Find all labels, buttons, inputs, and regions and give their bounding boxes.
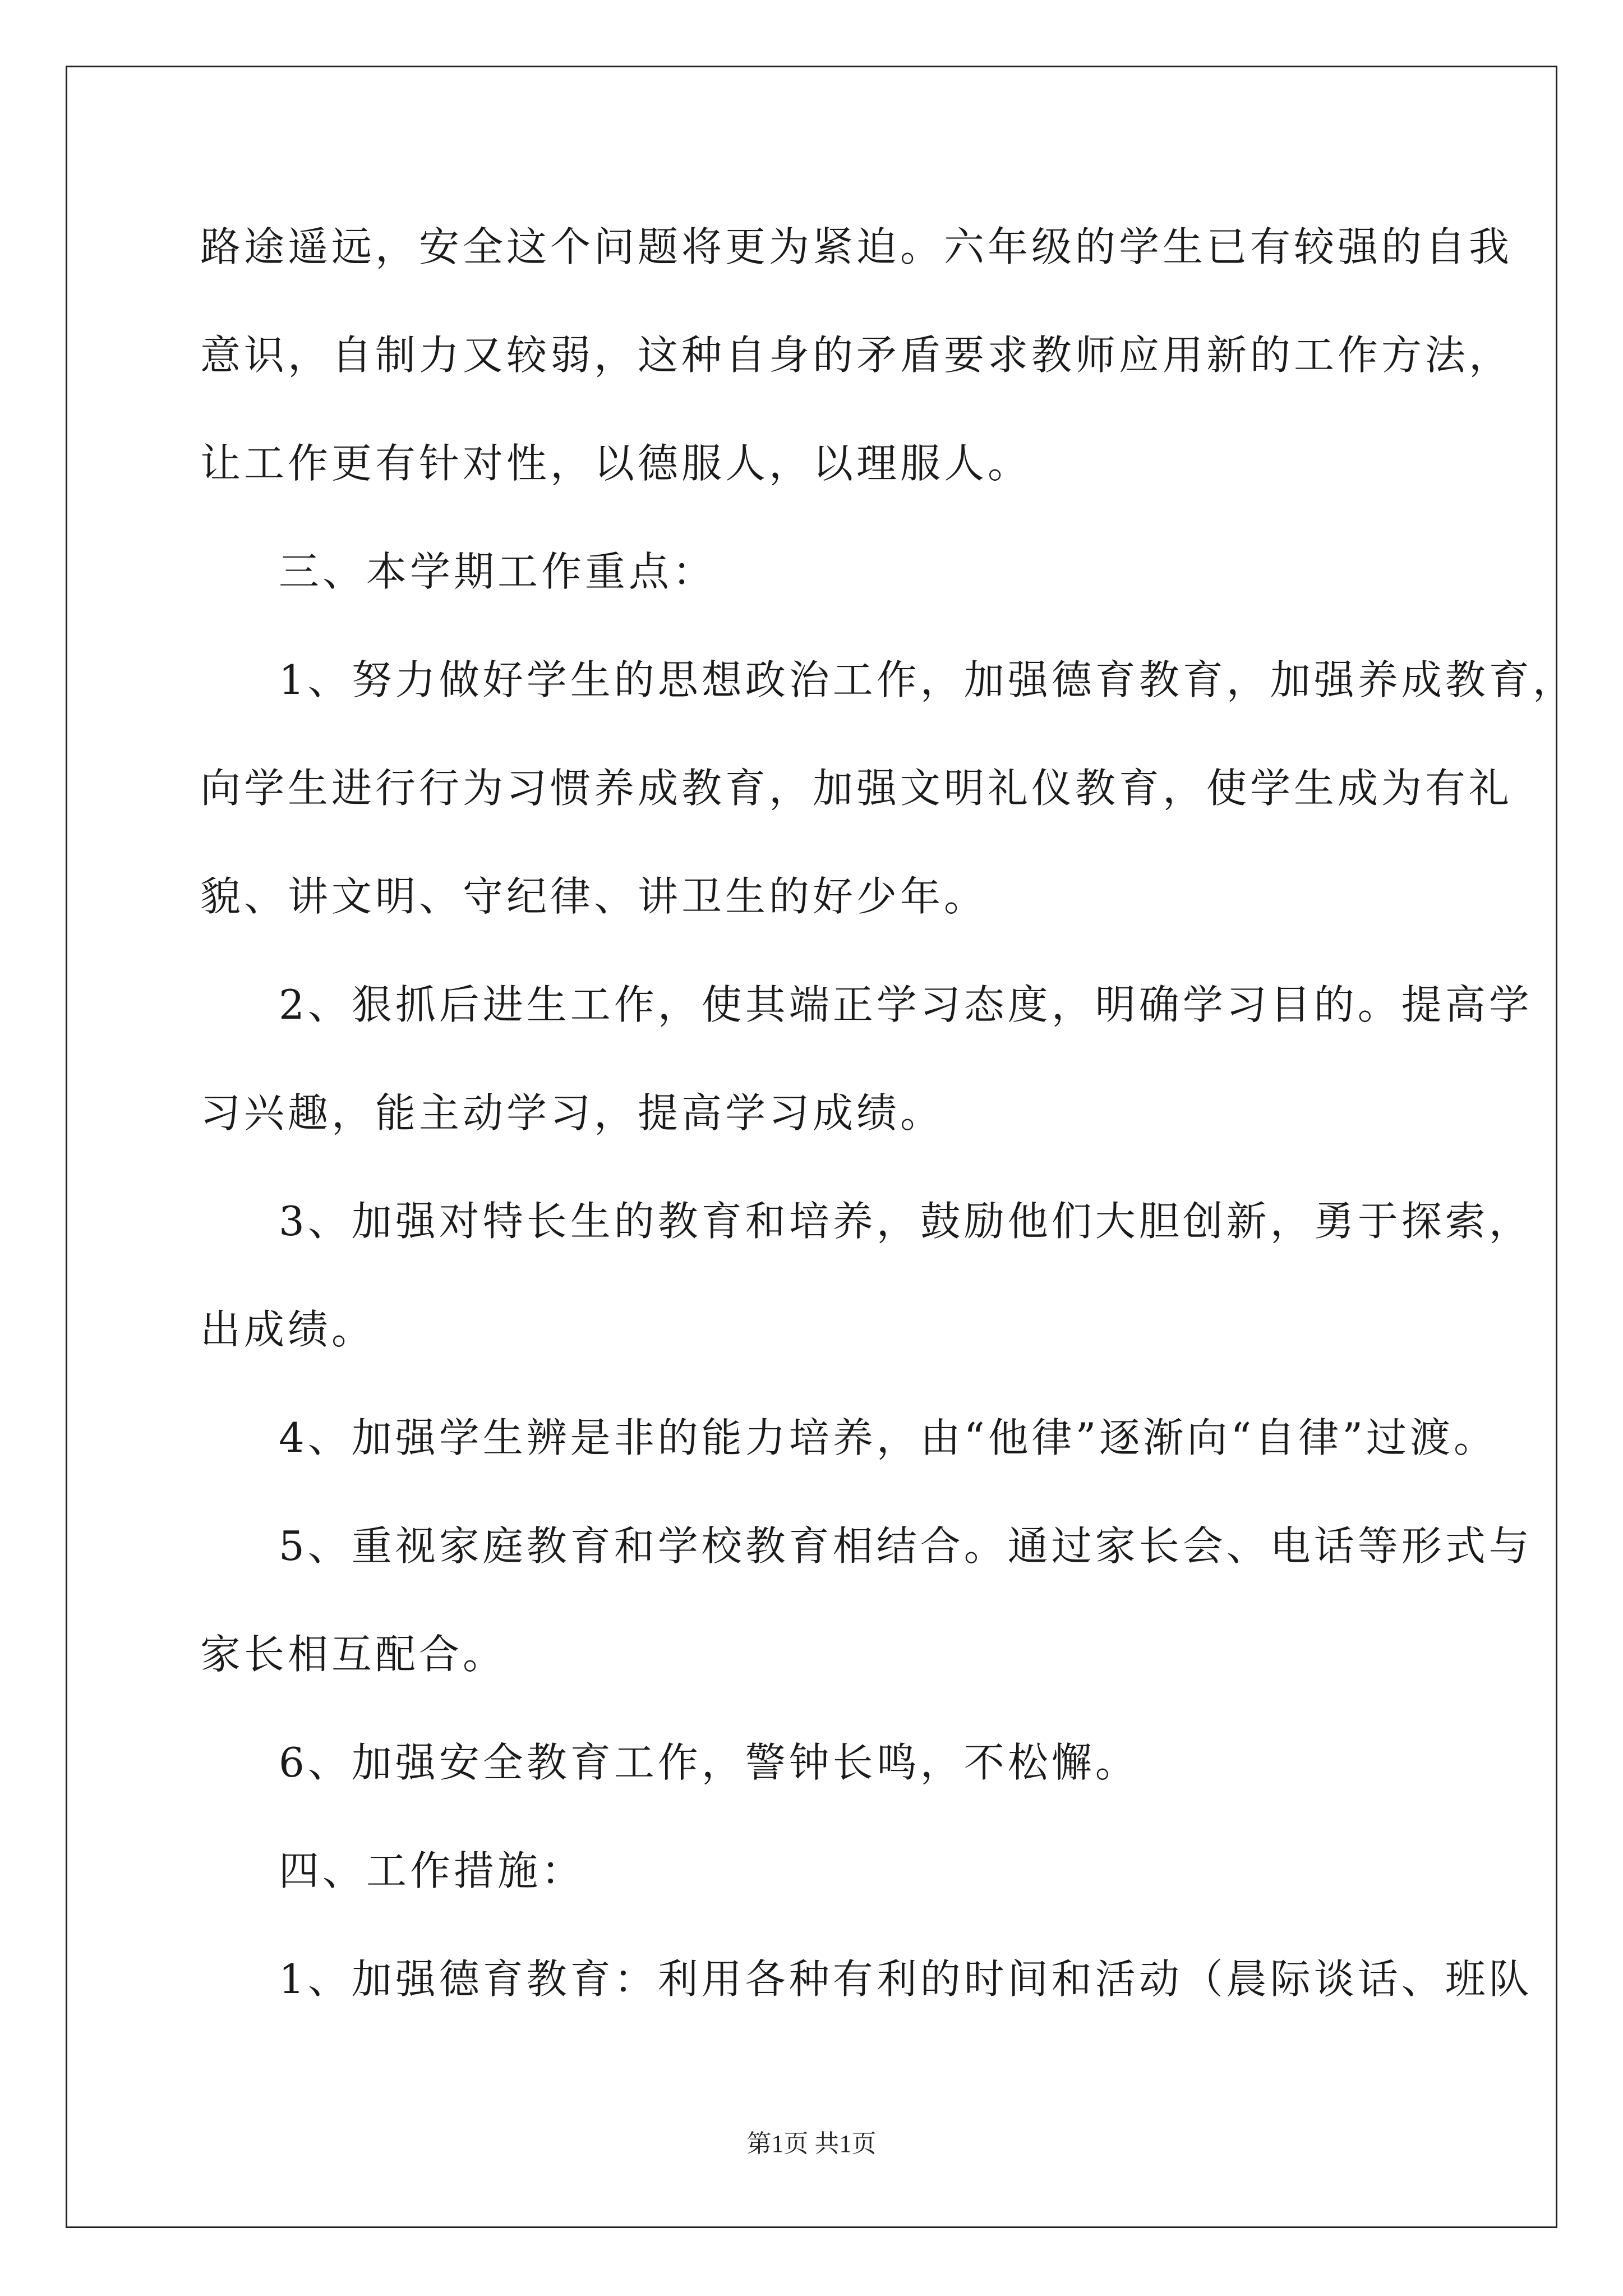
text-line: 2、狠抓后进生工作，使其端正学习态度，明确学习目的。提高学 bbox=[279, 981, 1533, 1028]
text-line: 出成绩。 bbox=[200, 1306, 376, 1353]
page-border bbox=[66, 66, 1557, 2228]
text-line: 5、重视家庭教育和学校教育相结合。通过家长会、电话等形式与 bbox=[279, 1522, 1533, 1570]
text-line: 3、加强对特长生的教育和培养，鼓励他们大胆创新，勇于探索， bbox=[279, 1198, 1533, 1245]
text-line: 意识，自制力又较弱，这种自身的矛盾要求教师应用新的工作方法， bbox=[200, 332, 1513, 379]
text-line: 1、加强德育教育：利用各种有利的时间和活动（晨际谈话、班队 bbox=[279, 1955, 1533, 2003]
text-line: 4、加强学生辨是非的能力培养，由“他律”逐渐向“自律”过渡。 bbox=[279, 1414, 1498, 1461]
text-line: 路途遥远，安全这个问题将更为紧迫。六年级的学生已有较强的自我 bbox=[200, 223, 1513, 270]
text-line: 让工作更有针对性，以德服人，以理服人。 bbox=[200, 440, 1032, 487]
text-line: 向学生进行行为习惯养成教育，加强文明礼仪教育，使学生成为有礼 bbox=[200, 765, 1513, 812]
text-line: 6、加强安全教育工作，警钟长鸣，不松懈。 bbox=[279, 1739, 1139, 1786]
text-line: 貌、讲文明、守纪律、讲卫生的好少年。 bbox=[200, 873, 988, 920]
section-heading: 三、本学期工作重点： bbox=[279, 548, 717, 595]
text-line: 习兴趣，能主动学习，提高学习成绩。 bbox=[200, 1089, 944, 1137]
text-line: 家长相互配合。 bbox=[200, 1631, 507, 1678]
text-line: 1、努力做好学生的思想政治工作，加强德育教育，加强养成教育， bbox=[279, 656, 1576, 703]
section-heading: 四、工作措施： bbox=[279, 1847, 585, 1894]
page-number: 第1页 共1页 bbox=[746, 2130, 877, 2157]
